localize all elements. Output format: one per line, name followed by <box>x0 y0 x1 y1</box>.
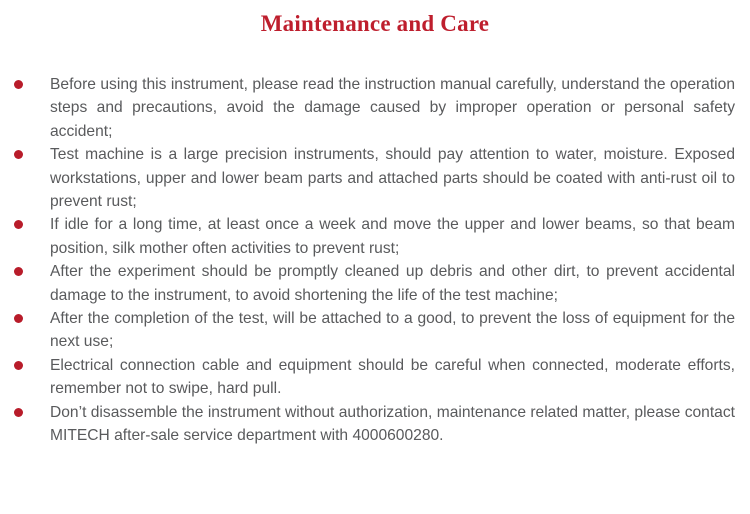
list-item-text: Before using this instrument, please read the instruction manual carefully, understand the operation steps and precautions, avoid the damage caused by improper operation or personal safety accident; <box>50 76 735 140</box>
bullet-icon <box>14 361 23 370</box>
list-item <box>0 307 735 354</box>
maintenance-list <box>0 37 750 448</box>
list-item <box>0 213 735 260</box>
bullet-icon <box>14 314 23 323</box>
list-item-text: After the completion of the test, will be attached to a good, to prevent the loss of equipment for the next use; <box>50 310 735 351</box>
list-item-text: If idle for a long time, at least once a week and move the upper and lower beams, so that beam position, silk mother often activities to prevent rust; <box>50 216 735 257</box>
list-item <box>0 401 735 448</box>
list-item <box>0 73 735 143</box>
bullet-icon <box>14 408 23 417</box>
list-item-text: Don’t disassemble the instrument without authorization, maintenance related matter, please contact MITECH after-sale service department with 4000600280. <box>50 403 735 445</box>
bullet-icon <box>14 267 23 276</box>
list-item-text: After the experiment should be promptly cleaned up debris and other dirt, to prevent accidental damage to the instrument, to avoid shortening the life of the test machine; <box>50 263 735 304</box>
list-item-text: Electrical connection cable and equipment should be careful when connected, moderate efforts, remember not to swipe, hard pull. <box>50 356 735 398</box>
list-item-text: Test machine is a large precision instruments, should pay attention to water, moisture. Exposed workstations, upper and lower beam parts and attached parts should be coated with anti-rust oil to prevent rust; <box>50 146 735 211</box>
page-title: Maintenance and Care <box>260 11 490 36</box>
list-item <box>0 260 735 307</box>
list-item <box>0 143 735 213</box>
bullet-icon <box>14 150 23 159</box>
bullet-icon <box>14 80 23 89</box>
list-item <box>0 354 735 401</box>
bullet-icon <box>14 220 23 229</box>
